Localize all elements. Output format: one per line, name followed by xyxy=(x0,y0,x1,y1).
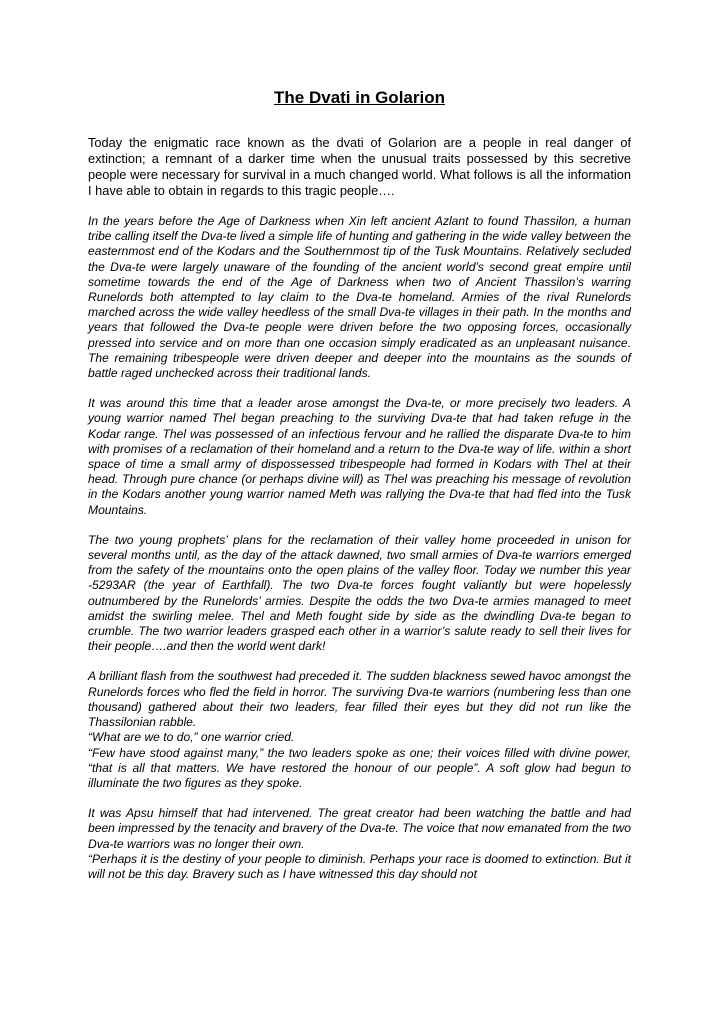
dialogue-line-2: “Few have stood against many,” the two leaders spoke as one; their voices filled with divine power, “that is all that matters. We have restored the honour of our people”. A soft glow had begun to illuminate the two figures as they spoke. xyxy=(88,745,631,790)
story-paragraph-4: A brilliant flash from the southwest had preceded it. The sudden blackness sewed havoc amongst the Runelords forces who fled the field in horror. The surviving Dva-te warriors (numbering less than one thousand) gathered about their two leaders, fear filled their eyes but they did not run like the Thassilonian rabble. xyxy=(88,669,631,730)
story-paragraph-2: It was around this time that a leader arose amongst the Dva-te, or more precisely two leaders. A young warrior named Thel began preaching to the surviving Dva-te that had taken refuge in the Kodar range. Thel was possessed of an infectious fervour and he rallied the disparate Dva-te to him with promises of a reclamation of their homeland and a return to the Dva-te way of life. within a short space of time a small army of dispossessed tribespeople had formed in Kodars with Thel at their head. Through pure chance (or perhaps divine will) as Thel was preaching his message of revolution in the Kodars another young warrior named Meth was rallying the Dva-te that had fled into the Tusk Mountains. xyxy=(88,396,631,517)
intro-paragraph: Today the enigmatic race known as the dvati of Golarion are a people in real danger of extinction; a remnant of a darker time when the unusual traits possessed by this secretive people were necessary for survival in a much changed world. What follows is all the information I have able to obtain in regards to this tragic people…. xyxy=(88,135,631,198)
dialogue-line-3: “Perhaps it is the destiny of your people to diminish. Perhaps your race is doomed to extinction. But it will not be this day. Bravery such as I have witnessed this day should not xyxy=(88,851,631,881)
story-paragraph-1: In the years before the Age of Darkness when Xin left ancient Azlant to found Thassilon, a human tribe calling itself the Dva-te lived a simple life of hunting and gathering in the wide valley between the easternmost end of the Kodars and the Southernmost tip of the Tusk Mountains. Relatively secluded the Dva-te were largely unaware of the founding of the ancient world’s second great empire until sometime towards the end of the Age of Darkness when two of Ancient Thassilon’s warring Runelords both attempted to lay claim to the Dva-te homeland. Armies of the rival Runelords marched across the wide valley heedless of the small Dva-te villages in their path. In the months and years that followed the Dva-te people were driven before the two opposing forces, occasionally pressed into service and on more than one occasion simply eradicated as an unpleasant nuisance. The remaining tribespeople were driven deeper and deeper into the mountains as the sounds of battle raged unchecked across their traditional lands. xyxy=(88,214,631,381)
story-body xyxy=(88,214,631,882)
document-title: The Dvati in Golarion xyxy=(274,88,445,107)
story-paragraph-5: It was Apsu himself that had intervened. The great creator had been watching the battle and had been impressed by the tenacity and bravery of the Dva-te. The voice that now emanated from the two Dva-te warriors was no longer their own. xyxy=(88,806,631,851)
story-paragraph-3: The two young prophets’ plans for the reclamation of their valley home proceeded in unison for several months until, as the day of the attack dawned, two small armies of Dva-te warriors emerged from the safety of the mountains onto the open plains of the valley floor. Today we number this year -5293AR (the year of Earthfall). The two Dva-te forces fought valiantly but were hopelessly outnumbered by the Runelords’ armies. Despite the odds the two Dva-te armies managed to meet amidst the swirling melee. Thel and Meth fought side by side as the dwindling Dva-te began to crumble. The two warrior leaders grasped each other in a warrior’s salute ready to sell their lives for their people….and then the world went dark! xyxy=(88,532,631,654)
dialogue-line-1: “What are we to do,” one warrior cried. xyxy=(88,730,295,745)
